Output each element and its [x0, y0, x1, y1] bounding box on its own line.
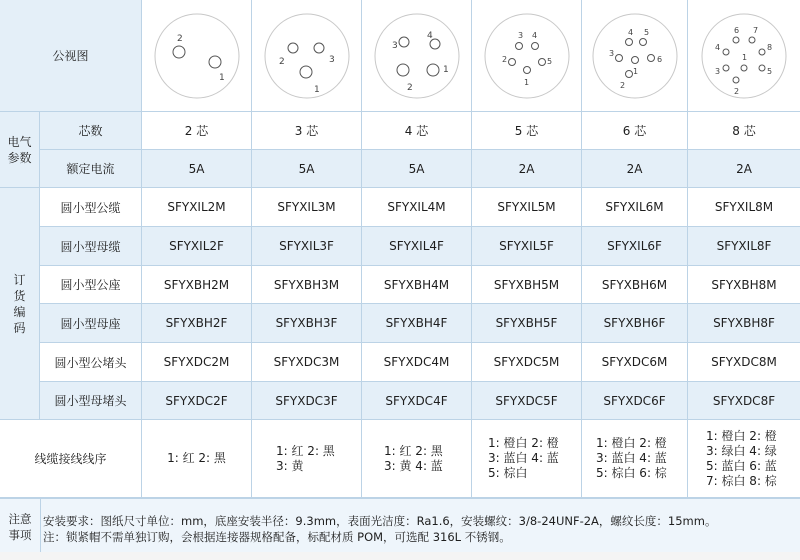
- notes-section: [0, 498, 800, 560]
- connector-face-2pin-icon: [149, 8, 245, 104]
- order-code-cell: SFYXDC2M: [142, 343, 252, 382]
- wiring-line: 5: 棕白: [488, 466, 528, 480]
- pin-label: 3: [517, 30, 523, 40]
- connector-face-3pin-icon: [259, 8, 355, 104]
- pin-label: 4: [531, 30, 537, 40]
- wiring-line: 3: 蓝白 4: 蓝: [488, 451, 559, 465]
- order-code-cell: SFYXDC3M: [252, 343, 362, 382]
- row-label-rated-current: 额定电流: [40, 150, 142, 188]
- pin-count-cell: 5 芯: [472, 112, 582, 150]
- pin-label: 3: [608, 48, 614, 58]
- row-label-pin-count: 芯数: [40, 112, 142, 150]
- wiring-line: 5: 棕白 6: 棕: [596, 466, 667, 480]
- wiring-line: 1: 橙白 2: 橙: [596, 436, 667, 450]
- pin-label: 1: [313, 84, 320, 95]
- electrical-group-text: 电气参数: [7, 134, 32, 165]
- pin-label: 6: [734, 25, 740, 35]
- order-code-cell: SFYXIL3F: [252, 227, 362, 266]
- pin-count-cell: 3 芯: [252, 112, 362, 150]
- order-code-cell: SFYXIL5F: [472, 227, 582, 266]
- order-code-cell: SFYXIL4F: [362, 227, 472, 266]
- notes-text: [43, 513, 716, 545]
- order-code-cell: SFYXDC5F: [472, 382, 582, 420]
- order-code-cell: SFYXBH8M: [688, 266, 800, 304]
- connector-face-5pin-icon: [479, 8, 575, 104]
- bottom-strip: [0, 552, 800, 560]
- wiring-cell: [362, 420, 472, 498]
- wiring-cell: [142, 420, 252, 498]
- order-code-cell: SFYXBH5M: [472, 266, 582, 304]
- pin-label: 6: [656, 54, 662, 64]
- rated-current-cell: 2A: [582, 150, 688, 188]
- pin-label: 4: [715, 42, 721, 52]
- order-code-cell: SFYXDC8F: [688, 382, 800, 420]
- pin-label: 1: [523, 77, 529, 87]
- connector-face-4pin-icon: [369, 8, 465, 104]
- row-label-wiring: 线缆接线线序: [0, 420, 142, 498]
- pin-label: 1: [442, 64, 449, 75]
- wiring-cell: [252, 420, 362, 498]
- pin-label: 5: [546, 56, 552, 66]
- order-code-cell: SFYXBH8F: [688, 304, 800, 343]
- order-code-cell: SFYXIL6M: [582, 188, 688, 227]
- pin-label: 5: [643, 27, 649, 37]
- wiring-cell: [472, 420, 582, 498]
- wiring-line: 7: 棕白 8: 棕: [706, 473, 777, 488]
- pin-label: 7: [753, 25, 759, 35]
- pin-label: 4: [426, 30, 433, 41]
- wiring-line: 1: 红 2: 黑: [276, 443, 335, 458]
- wiring-line: 5: 蓝白 6: 蓝: [706, 458, 777, 473]
- order-code-cell: SFYXBH4M: [362, 266, 472, 304]
- pin-diagram-6: [582, 0, 688, 112]
- pin-label: 1: [632, 66, 638, 76]
- pin-label: 1: [218, 72, 225, 83]
- pin-diagram-8: [688, 0, 800, 112]
- pin-label: 2: [734, 86, 740, 96]
- pin-count-cell: 8 芯: [688, 112, 800, 150]
- rated-current-cell: 5A: [142, 150, 252, 188]
- wiring-line: 3: 黄 4: 蓝: [384, 458, 443, 473]
- pin-label: 3: [391, 40, 398, 51]
- wiring-line: 1: 橙白 2: 橙: [488, 436, 559, 450]
- order-code-cell: SFYXDC2F: [142, 382, 252, 420]
- pin-count-cell: 4 芯: [362, 112, 472, 150]
- pin-label: 2: [619, 80, 625, 90]
- pin-count-cell: 6 芯: [582, 112, 688, 150]
- wiring-line: 1: 红 2: 黑: [167, 451, 226, 465]
- row-label-female-plug: 圆小型母堵头: [40, 382, 142, 420]
- rated-current-cell: 5A: [252, 150, 362, 188]
- wiring-line: 1: 红 2: 黑: [384, 443, 443, 458]
- order-code-cell: SFYXDC6M: [582, 343, 688, 382]
- order-code-cell: SFYXIL2F: [142, 227, 252, 266]
- pin-label: 1: [742, 52, 748, 62]
- order-code-cell: SFYXDC3F: [252, 382, 362, 420]
- order-code-cell: SFYXIL8F: [688, 227, 800, 266]
- ordering-group-label: [0, 188, 40, 420]
- pin-label: 2: [501, 54, 507, 64]
- row-label-female-socket: 圆小型母座: [40, 304, 142, 343]
- pin-label: 8: [767, 42, 773, 52]
- pin-label: 2: [406, 82, 413, 93]
- order-code-cell: SFYXIL4M: [362, 188, 472, 227]
- order-code-cell: SFYXBH3M: [252, 266, 362, 304]
- order-code-cell: SFYXIL3M: [252, 188, 362, 227]
- order-code-cell: SFYXIL5M: [472, 188, 582, 227]
- order-code-cell: SFYXBH6F: [582, 304, 688, 343]
- pin-diagram-4: [362, 0, 472, 112]
- order-code-cell: SFYXDC4F: [362, 382, 472, 420]
- rated-current-cell: 2A: [472, 150, 582, 188]
- pin-label: 2: [176, 33, 183, 44]
- order-code-cell: SFYXDC8M: [688, 343, 800, 382]
- order-code-cell: SFYXIL6F: [582, 227, 688, 266]
- ordering-group-text: 订货编码: [13, 272, 26, 335]
- pin-label: 4: [627, 27, 633, 37]
- order-code-cell: SFYXBH6M: [582, 266, 688, 304]
- notes-label-line1: 注意: [8, 512, 32, 526]
- order-code-cell: SFYXIL8M: [688, 188, 800, 227]
- pin-diagram-5: [472, 0, 582, 112]
- order-code-cell: SFYXBH3F: [252, 304, 362, 343]
- pin-label: 3: [328, 54, 335, 65]
- notes-line-lockcap: 注：锁紧帽不需单独订购，会根据连接器规格配备，标配材质 POM，可选配 316L 不锈钢。: [43, 530, 511, 544]
- notes-label-line2: 事项: [8, 528, 32, 542]
- notes-label: [0, 499, 41, 555]
- connector-face-8pin-icon: [696, 8, 792, 104]
- rated-current-cell: 5A: [362, 150, 472, 188]
- connector-face-6pin-icon: [587, 8, 683, 104]
- wiring-line: 3: 黄: [276, 458, 304, 473]
- pin-label: 5: [767, 66, 773, 76]
- pin-diagram-2: [142, 0, 252, 112]
- wiring-line: 1: 橙白 2: 橙: [706, 428, 777, 443]
- wiring-cell: [582, 420, 688, 498]
- row-label-female-cable: 圆小型母缆: [40, 227, 142, 266]
- pin-diagram-3: [252, 0, 362, 112]
- order-code-cell: SFYXDC4M: [362, 343, 472, 382]
- pin-count-cell: 2 芯: [142, 112, 252, 150]
- order-code-cell: SFYXBH2F: [142, 304, 252, 343]
- wiring-line: 3: 绿白 4: 绿: [706, 443, 777, 458]
- row-label-male-cable: 圆小型公缆: [40, 188, 142, 227]
- notes-line-install: 安装要求：图纸尺寸单位：mm，底座安装半径：9.3mm，表面光洁度：Ra1.6，安装螺纹：3/8-24UNF-2A，螺纹长度：15mm。: [43, 514, 717, 528]
- row-label-male-plug: 圆小型公堵头: [40, 343, 142, 382]
- row-label-male-socket: 圆小型公座: [40, 266, 142, 304]
- order-code-cell: SFYXDC6F: [582, 382, 688, 420]
- electrical-group-label: [0, 112, 40, 188]
- wiring-line: 3: 蓝白 4: 蓝: [596, 451, 667, 465]
- pin-label: 2: [278, 56, 285, 67]
- face-view-label: 公视图: [0, 0, 142, 112]
- order-code-cell: SFYXBH4F: [362, 304, 472, 343]
- order-code-cell: SFYXIL2M: [142, 188, 252, 227]
- wiring-cell: [688, 420, 800, 498]
- rated-current-cell: 2A: [688, 150, 800, 188]
- order-code-cell: SFYXBH2M: [142, 266, 252, 304]
- order-code-cell: SFYXBH5F: [472, 304, 582, 343]
- pin-label: 3: [715, 66, 721, 76]
- order-code-cell: SFYXDC5M: [472, 343, 582, 382]
